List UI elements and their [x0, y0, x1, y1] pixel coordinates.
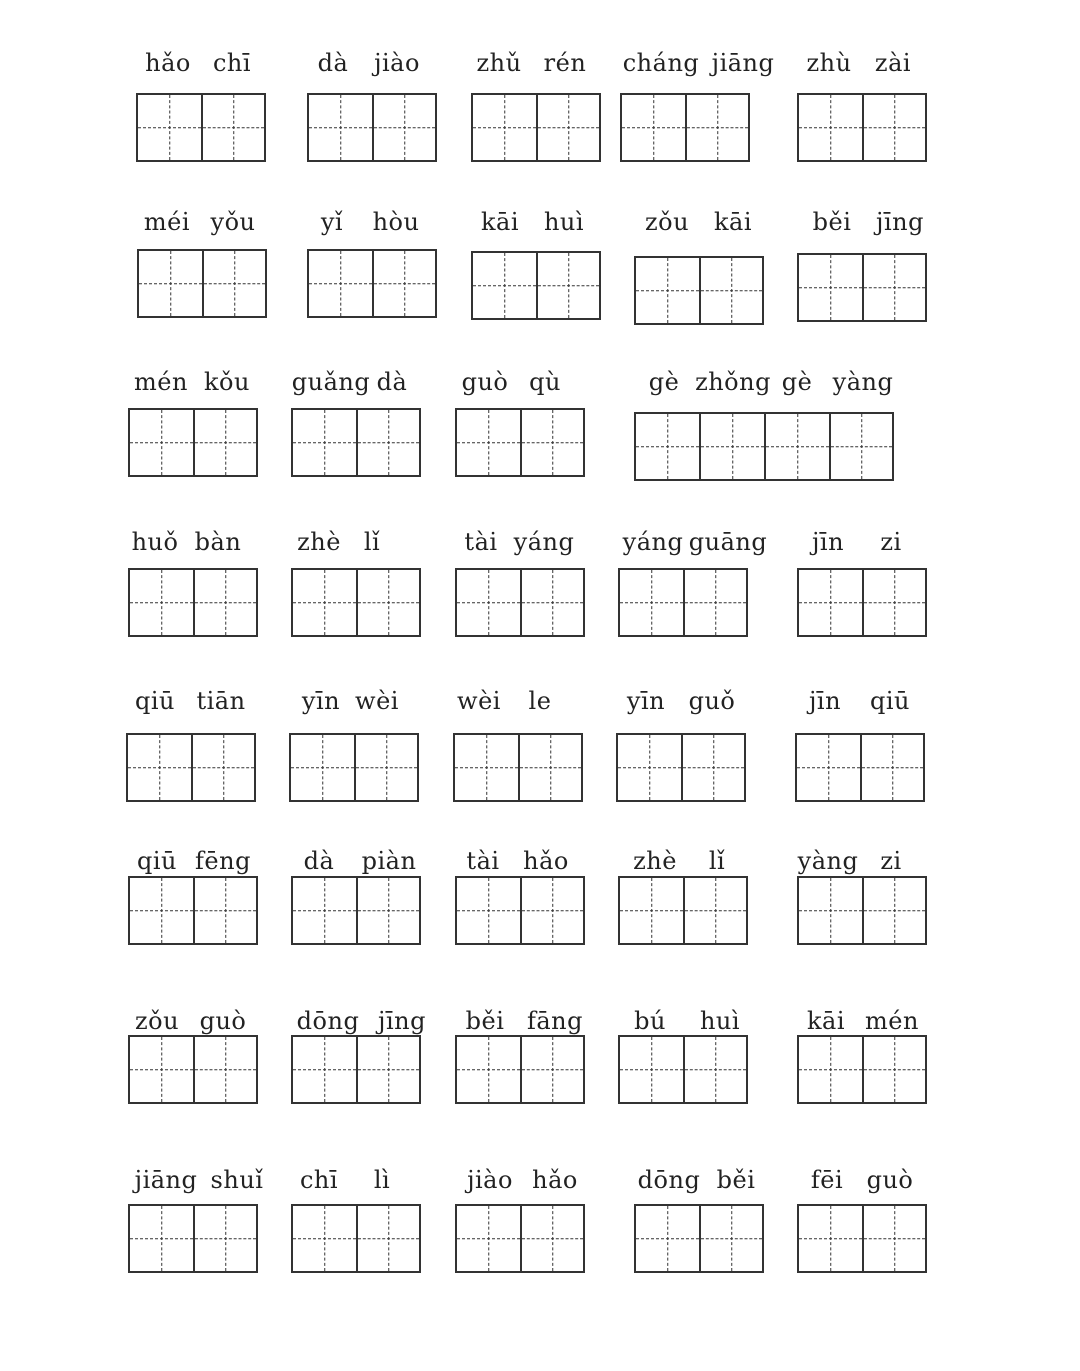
character-box[interactable]	[699, 412, 764, 481]
pinyin-label	[453, 684, 575, 718]
character-box[interactable]	[291, 1035, 356, 1104]
character-box[interactable]	[862, 876, 927, 945]
pinyin-label	[620, 46, 784, 80]
character-box[interactable]	[520, 876, 585, 945]
pinyin-syllable: yǒu	[210, 208, 256, 236]
character-box[interactable]	[683, 1035, 748, 1104]
writing-grid	[471, 251, 601, 320]
pinyin-syllable: zhǒng	[695, 368, 771, 396]
writing-grid	[618, 1035, 748, 1104]
pinyin-syllable: jiào	[467, 1166, 513, 1194]
character-box[interactable]	[536, 93, 601, 162]
writing-grid	[307, 93, 437, 162]
pinyin-label	[618, 525, 768, 559]
pinyin-syllable: jiāng	[711, 49, 775, 77]
writing-grid	[616, 733, 746, 802]
pinyin-syllable: hǎo	[145, 49, 191, 77]
character-box[interactable]	[453, 733, 518, 802]
pinyin-syllable: bàn	[194, 528, 242, 556]
character-box[interactable]	[126, 733, 191, 802]
writing-grid	[797, 253, 927, 322]
pinyin-syllable: jīn	[808, 687, 842, 715]
character-box[interactable]	[455, 1035, 520, 1104]
character-box[interactable]	[618, 1035, 683, 1104]
pinyin-label	[795, 684, 925, 718]
character-box[interactable]	[520, 1204, 585, 1273]
writing-grid	[797, 876, 927, 945]
pinyin-syllable: piàn	[361, 847, 417, 875]
pinyin-syllable: dà	[317, 49, 349, 77]
character-box[interactable]	[681, 733, 746, 802]
pinyin-syllable: gè	[648, 368, 680, 396]
pinyin-label	[455, 844, 581, 878]
character-box[interactable]	[356, 1204, 421, 1273]
pinyin-syllable: kǒu	[204, 368, 250, 396]
pinyin-syllable: tài	[466, 847, 500, 875]
writing-grid	[797, 568, 927, 637]
writing-grid	[455, 408, 585, 477]
pinyin-syllable: fāng	[526, 1007, 583, 1035]
pinyin-syllable: yáng	[622, 528, 684, 556]
pinyin-syllable: yáng	[513, 528, 575, 556]
pinyin-label	[128, 365, 260, 399]
writing-grid	[455, 1035, 585, 1104]
pinyin-label	[797, 46, 925, 80]
character-box[interactable]	[618, 876, 683, 945]
character-box[interactable]	[193, 568, 258, 637]
character-box[interactable]	[683, 568, 748, 637]
character-box[interactable]	[354, 733, 419, 802]
pinyin-syllable: lǐ	[708, 847, 726, 875]
character-box[interactable]	[862, 253, 927, 322]
pinyin-syllable: guò	[461, 368, 509, 396]
pinyin-syllable: jiào	[374, 49, 420, 77]
pinyin-syllable: yīn	[626, 687, 666, 715]
pinyin-syllable: yīn	[301, 687, 341, 715]
pinyin-syllable: gè	[781, 368, 813, 396]
character-box[interactable]	[291, 876, 356, 945]
character-box[interactable]	[128, 1035, 193, 1104]
pinyin-label	[128, 844, 260, 878]
writing-grid	[471, 93, 601, 162]
pinyin-syllable: lǐ	[363, 528, 381, 556]
character-box[interactable]	[536, 251, 601, 320]
pinyin-label	[797, 844, 923, 878]
pinyin-syllable: yàng	[832, 368, 894, 396]
character-box[interactable]	[201, 93, 266, 162]
pinyin-syllable: zhǔ	[476, 49, 522, 77]
character-box[interactable]	[520, 408, 585, 477]
character-box[interactable]	[797, 253, 862, 322]
character-box[interactable]	[372, 249, 437, 318]
pinyin-syllable: guāng	[688, 528, 768, 556]
pinyin-syllable: mén	[134, 368, 188, 396]
character-box[interactable]	[291, 408, 356, 477]
pinyin-syllable: zǒu	[644, 208, 690, 236]
pinyin-syllable: jīng	[876, 208, 924, 236]
pinyin-label	[797, 525, 923, 559]
pinyin-syllable: hǎo	[532, 1166, 578, 1194]
pinyin-label	[291, 365, 413, 399]
pinyin-syllable: chī	[299, 1166, 339, 1194]
character-box[interactable]	[455, 876, 520, 945]
pinyin-syllable: fēi	[810, 1166, 844, 1194]
character-box[interactable]	[764, 412, 829, 481]
writing-grid	[291, 1035, 421, 1104]
writing-grid	[291, 1204, 421, 1273]
pinyin-syllable: fēng	[195, 847, 251, 875]
character-box[interactable]	[372, 93, 437, 162]
character-box[interactable]	[618, 568, 683, 637]
character-box[interactable]	[797, 568, 862, 637]
pinyin-syllable: yàng	[797, 847, 859, 875]
pinyin-syllable: zǒu	[134, 1007, 180, 1035]
pinyin-syllable: huǒ	[131, 528, 179, 556]
pinyin-label	[289, 684, 401, 718]
character-box[interactable]	[356, 1035, 421, 1104]
writing-grid	[137, 249, 267, 318]
pinyin-label	[797, 1004, 929, 1038]
pinyin-syllable: chī	[212, 49, 252, 77]
pinyin-label	[455, 1004, 595, 1038]
pinyin-syllable: wèi	[457, 687, 501, 715]
writing-grid	[307, 249, 437, 318]
writing-grid	[618, 568, 748, 637]
character-box[interactable]	[862, 1035, 927, 1104]
pinyin-label	[128, 525, 254, 559]
pinyin-syllable: guò	[866, 1166, 914, 1194]
character-box[interactable]	[795, 733, 860, 802]
character-box[interactable]	[471, 251, 536, 320]
character-box[interactable]	[128, 408, 193, 477]
pinyin-syllable: běi	[465, 1007, 505, 1035]
pinyin-syllable: jīn	[811, 528, 845, 556]
writing-grid	[128, 1035, 258, 1104]
pinyin-label	[291, 1163, 417, 1197]
pinyin-syllable: mén	[865, 1007, 919, 1035]
character-box[interactable]	[518, 733, 583, 802]
pinyin-syllable: le	[528, 687, 552, 715]
writing-grid	[618, 876, 748, 945]
character-box[interactable]	[128, 568, 193, 637]
character-box[interactable]	[136, 93, 201, 162]
character-box[interactable]	[471, 93, 536, 162]
pinyin-syllable: huì	[543, 208, 585, 236]
pinyin-label	[291, 525, 397, 559]
character-box[interactable]	[128, 876, 193, 945]
character-box[interactable]	[356, 408, 421, 477]
pinyin-syllable: dōng	[637, 1166, 701, 1194]
pinyin-syllable: zhè	[633, 847, 677, 875]
pinyin-label	[128, 1163, 270, 1197]
pinyin-syllable: zhù	[806, 49, 852, 77]
character-box[interactable]	[634, 412, 699, 481]
pinyin-syllable: jiāng	[134, 1166, 198, 1194]
writing-grid	[797, 93, 927, 162]
pinyin-syllable: zài	[874, 49, 912, 77]
character-box[interactable]	[860, 733, 925, 802]
writing-grid	[634, 256, 764, 325]
character-box[interactable]	[699, 1204, 764, 1273]
pinyin-syllable: shuǐ	[210, 1166, 264, 1194]
writing-grid	[455, 568, 585, 637]
character-box[interactable]	[291, 568, 356, 637]
pinyin-syllable: guò	[199, 1007, 247, 1035]
writing-grid	[128, 408, 258, 477]
character-box[interactable]	[620, 93, 685, 162]
pinyin-label	[797, 1163, 923, 1197]
pinyin-syllable: zhè	[297, 528, 341, 556]
pinyin-label	[455, 365, 575, 399]
pinyin-label	[616, 684, 748, 718]
pinyin-syllable: guǎng	[291, 368, 371, 396]
writing-grid	[291, 408, 421, 477]
character-box[interactable]	[797, 876, 862, 945]
pinyin-syllable: zi	[880, 847, 902, 875]
pinyin-syllable: yǐ	[320, 208, 344, 236]
character-box[interactable]	[356, 568, 421, 637]
pinyin-label	[136, 46, 264, 80]
pinyin-syllable: běi	[812, 208, 852, 236]
pinyin-label	[307, 205, 435, 239]
character-box[interactable]	[291, 1204, 356, 1273]
pinyin-syllable: dà	[303, 847, 335, 875]
pinyin-label	[471, 46, 603, 80]
writing-grid	[128, 568, 258, 637]
character-box[interactable]	[797, 1035, 862, 1104]
character-box[interactable]	[193, 1204, 258, 1273]
pinyin-label	[634, 365, 904, 399]
pinyin-label	[128, 1004, 260, 1038]
pinyin-syllable: kāi	[480, 208, 520, 236]
pinyin-syllable: zi	[880, 528, 902, 556]
pinyin-syllable: kāi	[806, 1007, 846, 1035]
pinyin-syllable: lì	[373, 1166, 391, 1194]
character-box[interactable]	[455, 408, 520, 477]
character-box[interactable]	[862, 93, 927, 162]
character-box[interactable]	[307, 249, 372, 318]
character-box[interactable]	[191, 733, 256, 802]
pinyin-syllable: qiū	[137, 847, 177, 875]
pinyin-syllable: bú	[634, 1007, 666, 1035]
character-box[interactable]	[829, 412, 894, 481]
character-box[interactable]	[685, 93, 750, 162]
writing-grid	[634, 1204, 764, 1273]
character-box[interactable]	[193, 408, 258, 477]
character-box[interactable]	[356, 876, 421, 945]
writing-grid	[289, 733, 419, 802]
character-box[interactable]	[128, 1204, 193, 1273]
pinyin-label	[126, 684, 258, 718]
writing-grid	[634, 412, 894, 481]
character-box[interactable]	[683, 876, 748, 945]
pinyin-label	[634, 1163, 768, 1197]
pinyin-syllable: hǎo	[523, 847, 569, 875]
pinyin-syllable: qù	[529, 368, 561, 396]
character-box[interactable]	[137, 249, 202, 318]
writing-grid	[453, 733, 583, 802]
pinyin-label	[618, 844, 742, 878]
pinyin-syllable: tiān	[196, 687, 246, 715]
character-box[interactable]	[634, 1204, 699, 1273]
character-box[interactable]	[289, 733, 354, 802]
pinyin-label	[634, 205, 766, 239]
pinyin-syllable: rén	[543, 49, 587, 77]
writing-grid	[126, 733, 256, 802]
character-box[interactable]	[862, 568, 927, 637]
pinyin-syllable: huì	[699, 1007, 741, 1035]
character-box[interactable]	[797, 1204, 862, 1273]
pinyin-syllable: méi	[143, 208, 191, 236]
pinyin-label	[291, 1004, 439, 1038]
writing-grid	[291, 876, 421, 945]
pinyin-syllable: dà	[376, 368, 408, 396]
writing-grid	[797, 1204, 927, 1273]
character-box[interactable]	[520, 1035, 585, 1104]
pinyin-label	[291, 844, 431, 878]
pinyin-syllable: qiū	[870, 687, 910, 715]
pinyin-syllable: dōng	[296, 1007, 360, 1035]
writing-grid	[455, 876, 585, 945]
writing-grid	[795, 733, 925, 802]
character-box[interactable]	[455, 568, 520, 637]
character-box[interactable]	[699, 256, 764, 325]
pinyin-label	[618, 1004, 758, 1038]
writing-grid	[128, 1204, 258, 1273]
writing-grid	[620, 93, 750, 162]
pinyin-syllable: hòu	[372, 208, 420, 236]
character-box[interactable]	[797, 93, 862, 162]
pinyin-syllable: qiū	[135, 687, 175, 715]
pinyin-syllable: kāi	[713, 208, 753, 236]
character-box[interactable]	[455, 1204, 520, 1273]
writing-grid	[291, 568, 421, 637]
character-box[interactable]	[616, 733, 681, 802]
pinyin-syllable: běi	[716, 1166, 756, 1194]
writing-grid	[128, 876, 258, 945]
pinyin-label	[307, 46, 435, 80]
pinyin-label	[797, 205, 933, 239]
pinyin-syllable: jīng	[378, 1007, 426, 1035]
character-box[interactable]	[307, 93, 372, 162]
character-box[interactable]	[520, 568, 585, 637]
pinyin-syllable: cháng	[622, 49, 700, 77]
character-box[interactable]	[862, 1204, 927, 1273]
pinyin-label	[137, 205, 269, 239]
character-box[interactable]	[202, 249, 267, 318]
writing-grid	[797, 1035, 927, 1104]
pinyin-label	[471, 205, 599, 239]
character-box[interactable]	[193, 1035, 258, 1104]
pinyin-label	[455, 525, 581, 559]
character-box[interactable]	[634, 256, 699, 325]
character-box[interactable]	[193, 876, 258, 945]
pinyin-syllable: wèi	[355, 687, 399, 715]
writing-grid	[455, 1204, 585, 1273]
writing-grid	[136, 93, 266, 162]
pinyin-syllable: guǒ	[688, 687, 736, 715]
pinyin-syllable: tài	[464, 528, 498, 556]
pinyin-label	[455, 1163, 585, 1197]
